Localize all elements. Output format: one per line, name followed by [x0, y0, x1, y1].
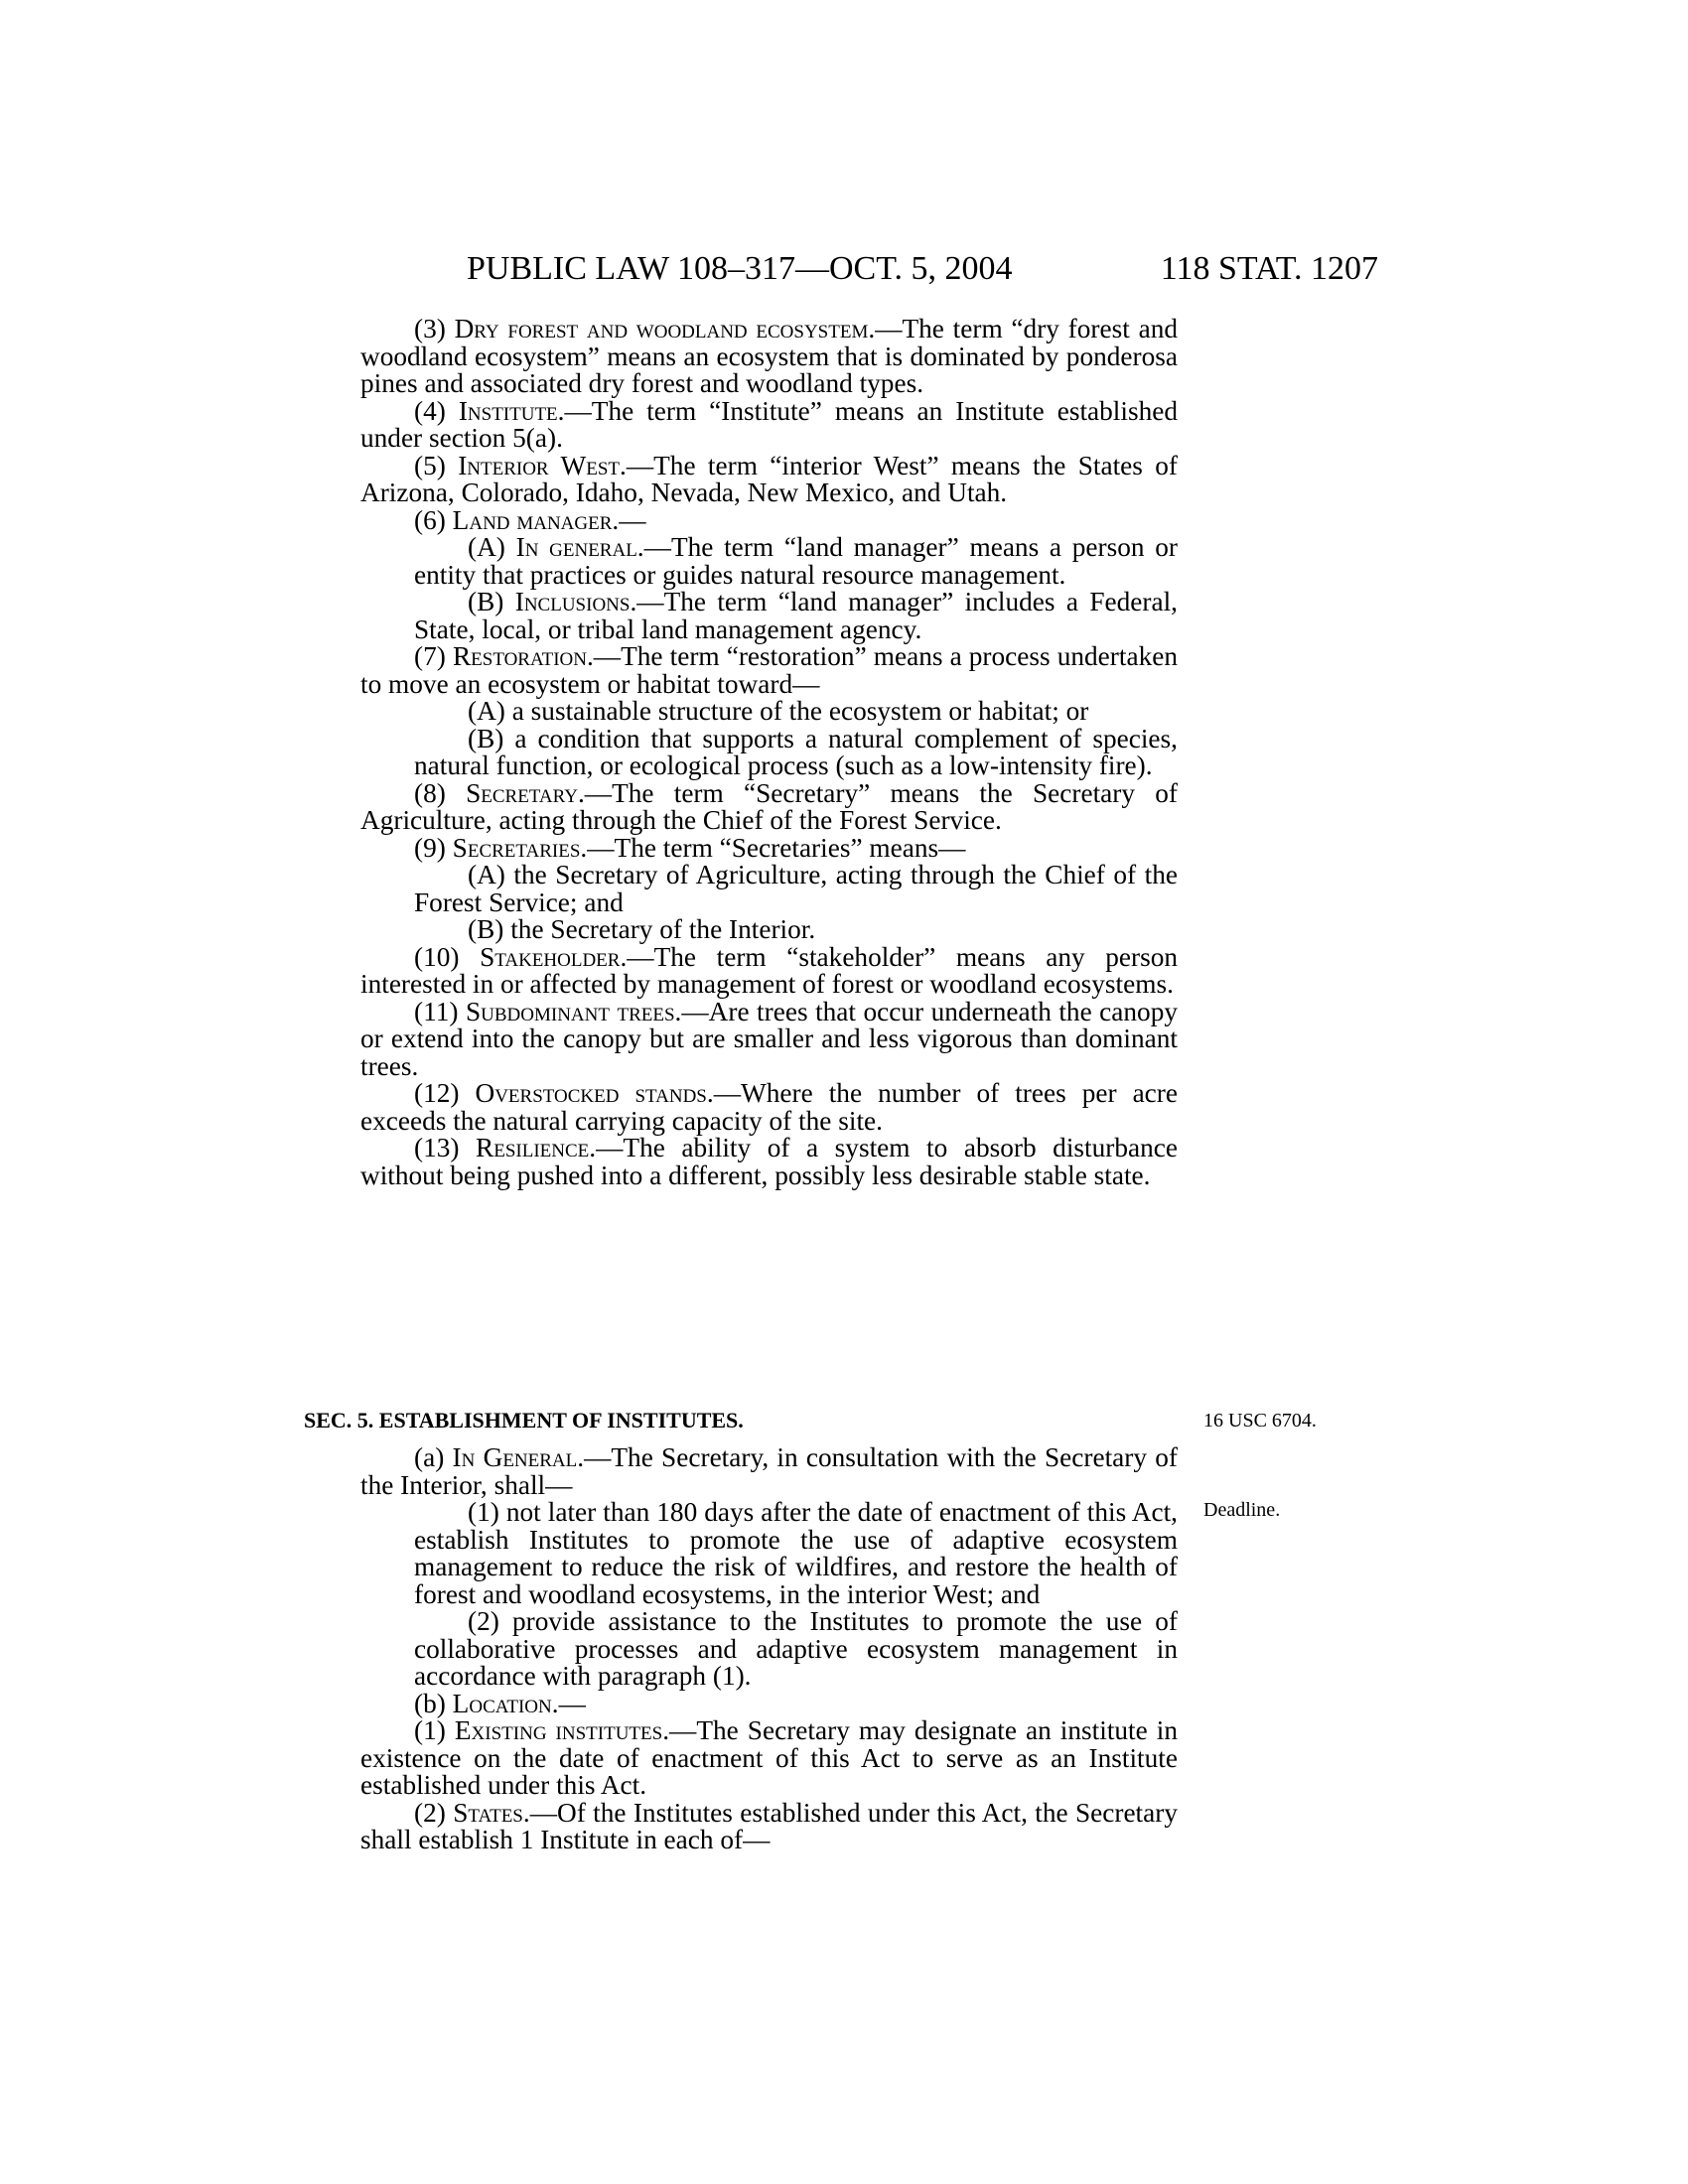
- running-header: [467, 250, 1378, 298]
- definition-7-b: (B) a condition that supports a natural complement of species, natural function, or ecological process (such as a low-intensity fire).: [414, 723, 1178, 780]
- header-law-citation: PUBLIC LAW 108–317—OCT. 5, 2004: [467, 250, 1013, 287]
- definition-9-a: (A) the Secretary of Agriculture, acting through the Chief of the Forest Service; and: [414, 860, 1178, 917]
- definition-6-b: (B) Inclusions.—The term “land manager” includes a Federal, State, local, or tribal land management agency.: [414, 587, 1179, 644]
- subsection-b-2: (2) States.—Of the Institutes established under this Act, the Secretary shall establish 1 Institute in each of—: [360, 1797, 1178, 1854]
- definitions-body: [360, 316, 1178, 1189]
- usc-margin-note: 16 USC 6704.: [1203, 1410, 1317, 1432]
- definition-5: (5) Interior West.—The term “interior West” means the States of Arizona, Colorado, Idaho, Nevada, New Mexico, and Utah.: [360, 450, 1178, 507]
- deadline-margin-note: Deadline.: [1203, 1499, 1281, 1521]
- section-heading: SEC. 5. ESTABLISHMENT OF INSTITUTES.: [304, 1408, 744, 1433]
- definition-6-a: (A) In general.—The term “land manager” means a person or entity that practices or guides natural resource management.: [414, 532, 1178, 590]
- definition-4: (4) Institute.—The term “Institute” means an Institute established under section 5(a).: [360, 395, 1178, 453]
- definition-10: (10) Stakeholder.—The term “stakeholder” means any person interested in or affected by management of forest or woodland ecosystems.: [360, 941, 1179, 999]
- definition-6: (6) Land manager.—: [414, 504, 646, 535]
- definition-8: (8) Secretary.—The term “Secretary” means the Secretary of Agriculture, acting through the Chief of the Forest Service.: [360, 777, 1178, 835]
- section-5-body: [360, 1444, 1178, 1854]
- subsection-b-1: (1) Existing institutes.—The Secretary may designate an institute in existence on the date of enactment of this Act to serve as an Institute established under this Act.: [360, 1715, 1178, 1800]
- subsection-a-1: (1) not later than 180 days after the date of enactment of this Act, establish Institutes to promote the use of adaptive ecosystem management to reduce the risk of wildfires, and restore the health of forest and woodland ecosystems, in the interior West; and: [414, 1497, 1178, 1609]
- definition-13: (13) Resilience.—The ability of a system to absorb disturbance without being pushed into a different, possibly less desirable stable state.: [360, 1133, 1178, 1190]
- header-stat-citation: 118 STAT. 1207: [1160, 250, 1378, 287]
- definition-3: (3) Dry forest and woodland ecosystem.—The term “dry forest and woodland ecosystem” means an ecosystem that is dominated by ponderosa pines and associated dry forest and woodland types.: [360, 314, 1178, 398]
- subsection-a: (a) In General.—The Secretary, in consultation with the Secretary of the Interior, shall—: [360, 1442, 1178, 1500]
- definition-11: (11) Subdominant trees.—Are trees that occur underneath the canopy or extend into the canopy but are smaller and less vigorous than dominant trees.: [360, 996, 1179, 1081]
- definition-9-b: (B) the Secretary of the Interior.: [468, 914, 816, 944]
- subsection-a-2: (2) provide assistance to the Institutes to promote the use of collaborative processes and adaptive ecosystem management in accordance with paragraph (1).: [414, 1606, 1178, 1691]
- definition-7: (7) Restoration.—The term “restoration” means a process undertaken to move an ecosystem or habitat toward—: [360, 641, 1178, 699]
- definition-12: (12) Overstocked stands.—Where the number of trees per acre exceeds the natural carrying capacity of the site.: [360, 1078, 1179, 1136]
- subsection-b: (b) Location.—: [414, 1688, 586, 1718]
- definition-9: (9) Secretaries.—The term “Secretaries” means—: [414, 832, 966, 863]
- definition-7-a: (A) a sustainable structure of the ecosystem or habitat; or: [468, 696, 1089, 726]
